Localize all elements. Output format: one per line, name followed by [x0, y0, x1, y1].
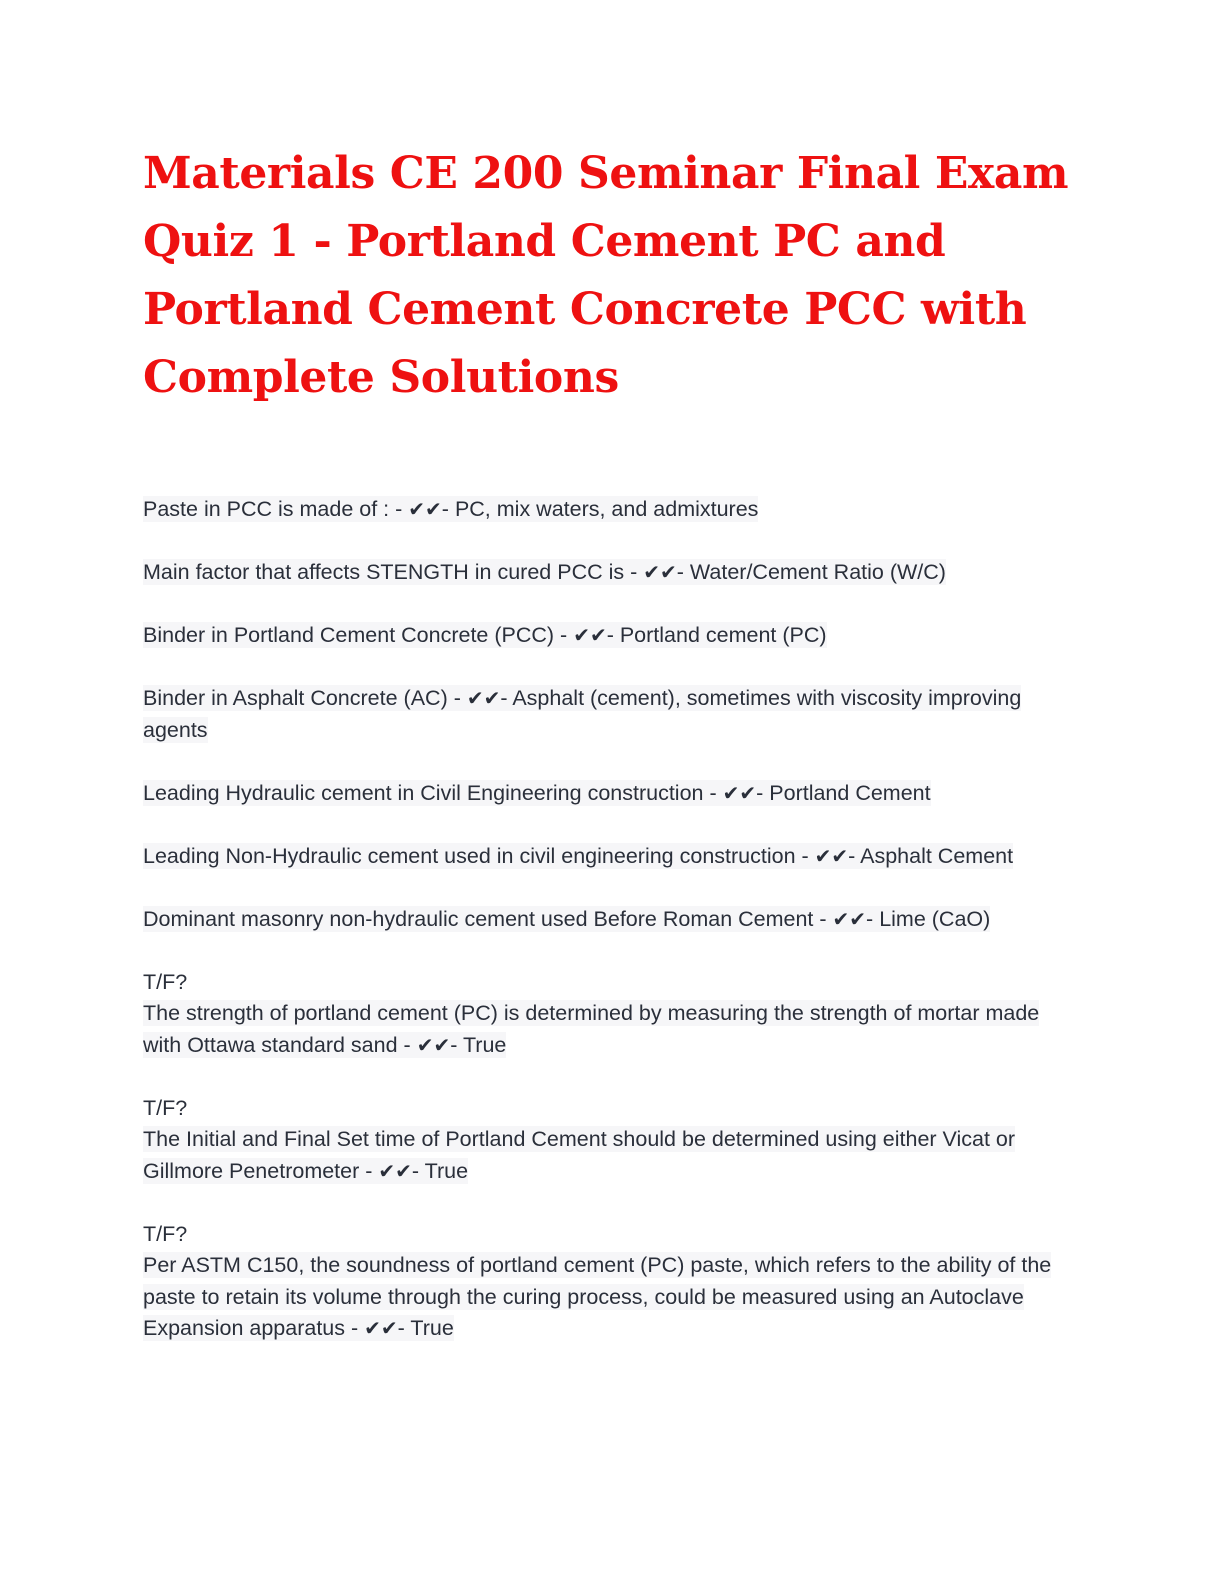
double-check-icon: ✔✔ [832, 906, 867, 931]
question-text: Paste in PCC is made of : - [143, 497, 403, 521]
question-text: Binder in Portland Cement Concrete (PCC) - [143, 623, 568, 647]
true-false-prefix: T/F? [143, 1221, 188, 1246]
question-text: The Initial and Final Set time of Portland Cement should be determined using either Vicat or Gillmore Penetrometer - [143, 1127, 1016, 1183]
answer-text: True [410, 1316, 454, 1340]
answer-separator: - [500, 686, 513, 710]
qa-item-8 [143, 967, 1083, 1062]
answer-text: True [424, 1158, 469, 1183]
qa-text [143, 496, 758, 522]
answer-separator: - [606, 623, 620, 647]
document-page [143, 140, 1083, 1376]
double-check-icon: ✔✔ [466, 686, 501, 710]
answer-separator: - [866, 906, 880, 931]
answer-text: Asphalt Cement [860, 843, 1014, 868]
qa-item-9 [143, 1093, 1083, 1188]
question-text: Per ASTM C150, the soundness of portland cement (PC) paste, which refers to the ability of the paste to retain its volume through the curing process, could be measured using an Autoclave Expansion apparatus - [143, 1253, 1052, 1340]
answer-text: Asphalt (cement), sometimes with viscosity improving agents [143, 686, 1022, 742]
qa-item-3 [143, 620, 1083, 652]
qa-text [143, 1126, 1015, 1184]
answer-text: True [462, 1032, 507, 1057]
question-text: The strength of portland cement (PC) is determined by measuring the strength of mortar made with Ottawa standard sand - [143, 1001, 1040, 1057]
answer-separator: - [848, 843, 861, 868]
true-false-prefix: T/F? [143, 1095, 188, 1120]
double-check-icon: ✔✔ [416, 1032, 451, 1057]
qa-text [143, 843, 1013, 869]
qa-text [143, 906, 990, 932]
double-check-icon: ✔✔ [378, 1158, 412, 1183]
qa-item-6 [143, 841, 1083, 873]
answer-text: Lime (CaO) [879, 906, 991, 931]
answer-separator: - [411, 1158, 425, 1183]
qa-item-1 [143, 494, 1083, 526]
question-text: Leading Non-Hydraulic cement used in civil engineering construction - [143, 843, 809, 868]
qa-item-5 [143, 778, 1083, 810]
question-text: Leading Hydraulic cement in Civil Engineering construction - [143, 780, 717, 805]
qa-text [143, 1252, 1051, 1341]
qa-item-10 [143, 1219, 1083, 1345]
answer-separator: - [441, 497, 455, 521]
qa-text [143, 1000, 1039, 1058]
answer-text: PC, mix waters, and admixtures [454, 497, 759, 521]
qa-text [143, 780, 931, 806]
double-check-icon: ✔✔ [408, 497, 442, 521]
answer-text: Portland Cement [769, 780, 931, 805]
double-check-icon: ✔✔ [364, 1316, 398, 1340]
double-check-icon: ✔✔ [643, 560, 677, 584]
double-check-icon: ✔✔ [814, 843, 849, 868]
answer-separator: - [450, 1032, 463, 1057]
question-text: Binder in Asphalt Concrete (AC) - [143, 686, 461, 710]
question-text: Main factor that affects STENGTH in cured PCC is - [143, 560, 638, 584]
double-check-icon: ✔✔ [573, 623, 607, 647]
true-false-prefix: T/F? [143, 969, 188, 994]
answer-separator: - [676, 560, 690, 584]
qa-text [143, 685, 1021, 743]
answer-text: Portland cement (PC) [619, 623, 827, 647]
qa-item-7 [143, 904, 1083, 936]
double-check-icon: ✔✔ [722, 780, 757, 805]
answer-text: Water/Cement Ratio (W/C) [689, 560, 946, 584]
question-text: Dominant masonry non-hydraulic cement used Before Roman Cement - [143, 906, 827, 931]
qa-text [143, 559, 946, 585]
qa-item-4 [143, 683, 1083, 746]
qa-text [143, 622, 827, 648]
document-title: Materials CE 200 Seminar Final Exam Quiz 1 - Portland Cement PC and Portland Cement Concrete PCC with Complete Solutions [143, 148, 1069, 403]
answer-separator: - [397, 1316, 411, 1340]
qa-item-2 [143, 557, 1083, 589]
answer-separator: - [756, 780, 770, 805]
qa-list [143, 494, 1083, 1345]
